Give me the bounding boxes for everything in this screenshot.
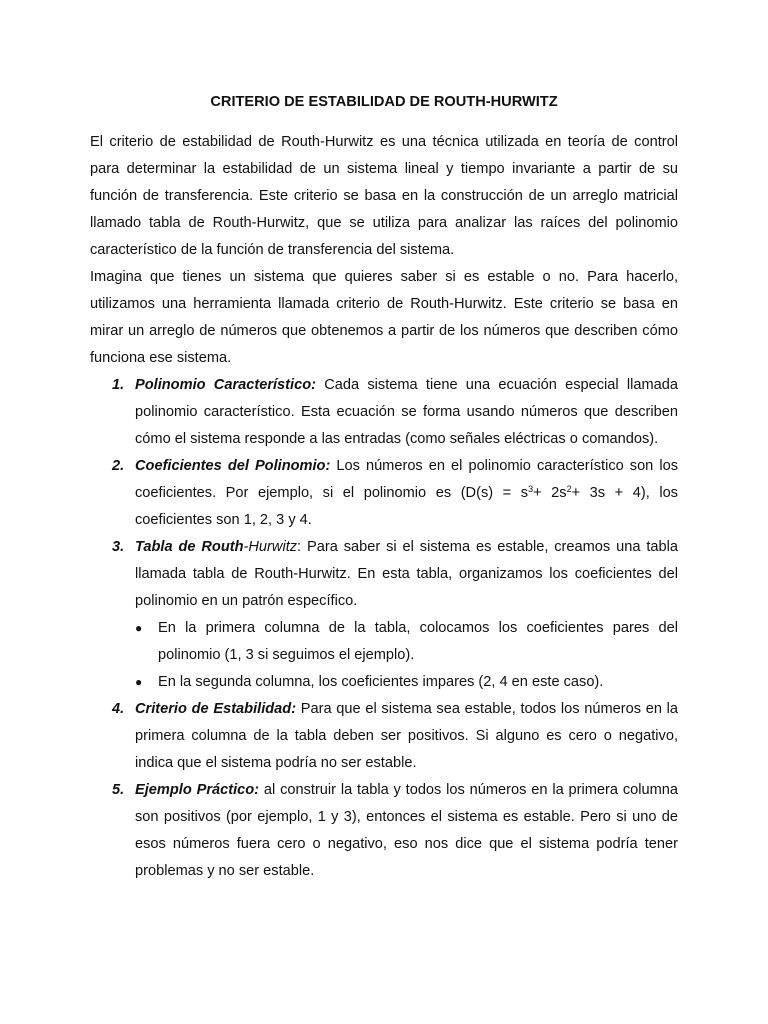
item-number: 1. bbox=[112, 377, 125, 393]
bullet-item-2 bbox=[135, 669, 678, 696]
item-term: Coeficientes del Polinomio: bbox=[135, 458, 331, 474]
item-term-bold: Tabla de Routh bbox=[135, 539, 244, 555]
intro-paragraph-2: Imagina que tienes un sistema que quieres saber si es estable o no. Para hacerlo, utilizamos una herramienta llamada criterio de Routh-Hurwitz. Este criterio se basa en mirar un arreglo de números que obtenemos a partir de los números que describen cómo funciona ese sistema. bbox=[90, 269, 678, 366]
item-number: 2. bbox=[112, 458, 125, 474]
bullet-list bbox=[135, 615, 678, 696]
item-text: Cada sistema tiene una ecuación especial llamada polinomio característico. Esta ecuación se forma usando números que describen cómo el sistema responde a las entradas (como señales eléctricas o comandos). bbox=[135, 377, 678, 447]
item-number: 3. bbox=[112, 539, 125, 555]
item-number: 4. bbox=[112, 701, 125, 717]
item-text: Para que el sistema sea estable, todos los números en la primera columna de la tabla deben ser positivos. Si alguno es cero o negativo, indica que el sistema podría no ser estable. bbox=[135, 701, 678, 771]
exponent-3: 3 bbox=[528, 484, 534, 494]
intro-paragraph-1: El criterio de estabilidad de Routh-Hurwitz es una técnica utilizada en teoría de control para determinar la estabilidad de un sistema lineal y tiempo invariante a partir de su función de transferencia. Este criterio se basa en la construcción de un arreglo matricial llamado tabla de Routh-Hurwitz, que se utiliza para analizar las raíces del polinomio característico de la función de transferencia del sistema. bbox=[90, 134, 678, 258]
list-item-3 bbox=[90, 534, 678, 696]
exponent-2: 2 bbox=[566, 484, 572, 494]
item-text: : Para saber si el sistema es estable, creamos una tabla llamada tabla de Routh-Hurwitz. En esta tabla, organizamos los coeficientes del polinomio en un patrón específico. bbox=[135, 539, 678, 609]
list-item-1 bbox=[90, 372, 678, 453]
bullet-icon: ● bbox=[135, 621, 143, 635]
item-text-after: + 3s + 4), los coeficientes son 1, 2, 3 y 4. bbox=[135, 485, 678, 528]
item-term: Criterio de Estabilidad: bbox=[135, 701, 297, 717]
list-item-2 bbox=[90, 453, 678, 534]
bullet-item-1 bbox=[135, 615, 678, 669]
bullet-icon: ● bbox=[135, 675, 143, 689]
numbered-list bbox=[90, 372, 678, 885]
bullet-text: En la primera columna de la tabla, colocamos los coeficientes pares del polinomio (1, 3 si seguimos el ejemplo). bbox=[158, 620, 678, 663]
item-text-before: Los números en el polinomio característico son los coeficientes. Por ejemplo, si el polinomio es (D(s) = s bbox=[135, 458, 678, 501]
document-title: CRITERIO DE ESTABILIDAD DE ROUTH-HURWITZ bbox=[210, 94, 558, 110]
list-item-5 bbox=[90, 777, 678, 885]
document-page bbox=[90, 92, 678, 885]
item-text-mid: + 2s bbox=[533, 485, 567, 501]
bullet-text: En la segunda columna, los coeficientes impares (2, 4 en este caso). bbox=[158, 674, 604, 690]
list-item-4 bbox=[90, 696, 678, 777]
item-text: al construir la tabla y todos los números en la primera columna son positivos (por ejemplo, 1 y 3), entonces el sistema es estable. Pero si uno de esos números fuera cero o negativo, eso nos dice que el sistema podría tener problemas y no ser estable. bbox=[135, 782, 678, 879]
item-term-plain: -Hurwitz bbox=[243, 539, 298, 555]
item-number: 5. bbox=[112, 782, 125, 798]
item-term: Ejemplo Práctico: bbox=[135, 782, 260, 798]
item-term: Polinomio Característico: bbox=[135, 377, 316, 393]
